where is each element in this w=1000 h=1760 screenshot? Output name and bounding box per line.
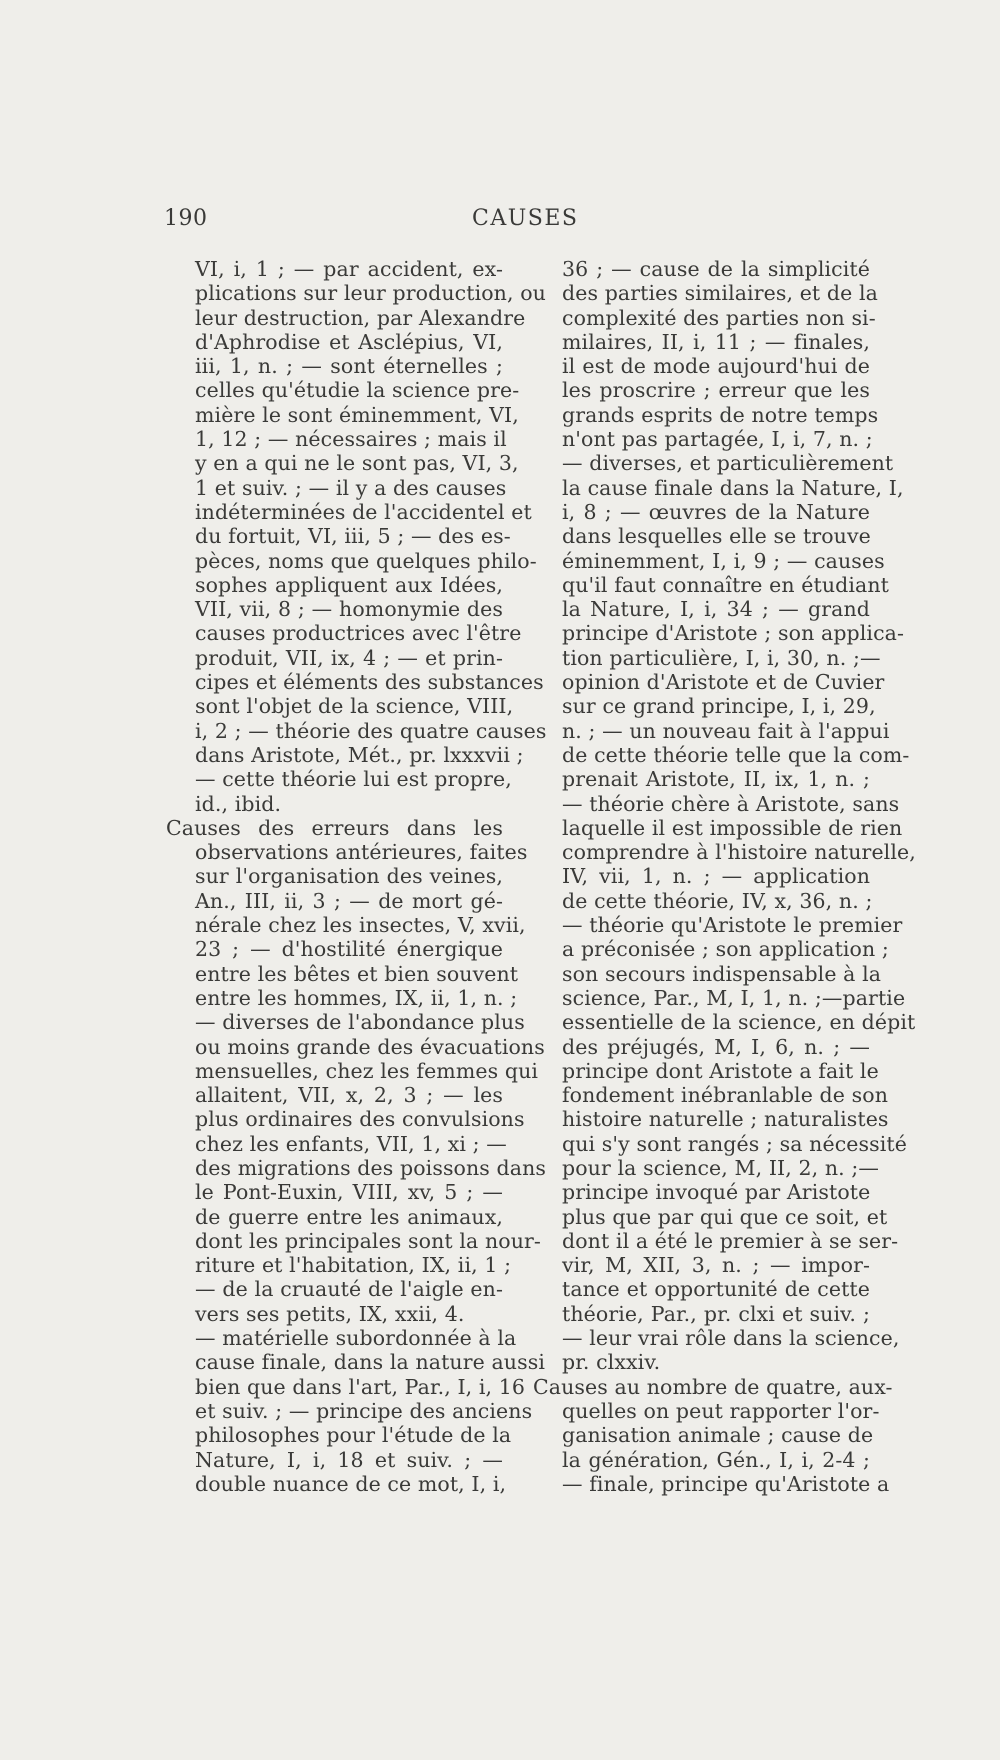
text-line: des parties similaires, et de la [562,281,878,306]
text-line: milaires, II, i, 11 ; — finales, [562,329,870,354]
text-line: causes productrices avec l'être [195,621,522,646]
text-line: n'ont pas partagée, I, i, 7, n. ; [562,427,873,452]
text-line: vers ses petits, IX, xxii, 4. [195,1301,465,1326]
right-column [533,257,916,1496]
text-line: chez les enfants, VII, 1, xi ; — [195,1131,507,1156]
text-line: mière le sont éminemment, VI, [195,402,519,427]
text-line: plus ordinaires des convulsions [195,1107,525,1132]
text-line: i, 2 ; — théorie des quatre causes [195,718,547,743]
text-line: entre les bêtes et bien souvent [195,961,519,986]
text-line: nérale chez les insectes, V, xvii, [195,913,526,938]
text-line: opinion d'Aristote et de Cuvier [562,670,885,695]
text-line: — théorie chère à Aristote, sans [562,791,900,816]
text-line: pèces, noms que quelques philo- [195,548,537,573]
text-line: il est de mode aujourd'hui de [562,354,870,379]
text-line: indéterminées de l'accidentel et [195,499,532,524]
text-line: allaitent, VII, x, 2, 3 ; — les [195,1083,503,1108]
text-line: cause finale, dans la nature aussi [195,1350,545,1375]
text-line: riture et l'habitation, IX, ii, 1 ; [195,1253,512,1278]
text-line: les proscrire ; erreur que les [562,378,870,403]
text-line: 1, 12 ; — nécessaires ; mais il [195,427,507,452]
text-line: principe d'Aristote ; son applica- [562,621,905,646]
text-line: philosophes pour l'étude de la [195,1423,512,1448]
text-line: celles qu'étudie la science pre- [195,378,520,403]
text-line: ou moins grande des évacuations [195,1034,545,1059]
text-line: Nature, I, i, 18 et suiv. ; — [195,1447,503,1472]
text-line: entre les hommes, IX, ii, 1, n. ; [195,985,518,1010]
text-line: mensuelles, chez les femmes qui [195,1058,539,1083]
text-line: y en a qui ne le sont pas, VI, 3, [195,451,519,476]
text-line: science, Par., M, I, 1, n. ;—partie [562,985,906,1010]
text-line: 1 et suiv. ; — il y a des causes [195,475,507,500]
text-line: principe invoqué par Aristote [562,1180,871,1205]
page-header [0,206,1000,240]
text-line: dont les principales sont la nour- [195,1228,541,1253]
text-line: pour la science, M, II, 2, n. ;— [562,1155,879,1180]
text-line: tion particulière, I, i, 30, n. ;— [562,645,881,670]
text-line: éminemment, I, i, 9 ; — causes [562,548,885,573]
text-line: iii, 1, n. ; — sont éternelles ; [195,354,503,379]
text-line: bien que dans l'art, Par., I, i, 16 [195,1374,526,1399]
text-line: An., III, ii, 3 ; — de mort gé- [195,888,503,913]
text-line: prenait Aristote, II, ix, 1, n. ; [562,767,870,792]
text-line: du fortuit, VI, iii, 5 ; — des es- [195,524,511,549]
text-line: 36 ; — cause de la simplicité [562,257,870,281]
text-line: quelles on peut rapporter l'or- [562,1398,880,1423]
text-line: a préconisée ; son application ; [562,937,889,962]
text-line: dans Aristote, Mét., pr. lxxxvii ; [195,742,524,767]
text-line: tance et opportunité de cette [562,1277,870,1302]
text-line: — cette théorie lui est propre, [195,767,512,792]
text-line: qui s'y sont rangés ; sa nécessité [562,1131,907,1156]
text-line: dans lesquelles elle se trouve [562,524,871,549]
text-line: — leur vrai rôle dans la science, [562,1326,900,1351]
text-line: leur destruction, par Alexandre [195,305,526,330]
text-line: et suiv. ; — principe des anciens [195,1398,533,1423]
text-line: d'Aphrodise et Asclépius, VI, [195,329,503,354]
left-column [166,257,547,1496]
text-line: qu'il faut connaître en étudiant [562,572,890,597]
text-line: — finale, principe qu'Aristote a [562,1471,890,1496]
text-line: vir, M, XII, 3, n. ; — impor- [562,1253,870,1278]
text-line: — matérielle subordonnée à la [195,1326,517,1351]
text-line: essentielle de la science, en dépit [562,1010,916,1035]
text-line: ganisation animale ; cause de [562,1423,874,1448]
text-line: complexité des parties non si- [562,305,876,330]
text-line: de cette théorie telle que la com- [562,742,910,767]
text-line: comprendre à l'histoire naturelle, [562,840,916,865]
text-line: — de la cruauté de l'aigle en- [195,1277,503,1302]
text-line: sur l'organisation des veines, [195,864,503,889]
text-line: observations antérieures, faites [195,840,528,865]
text-line: sophes appliquent aux Idées, [195,572,503,597]
text-line: VI, i, 1 ; — par accident, ex- [195,257,503,281]
text-line: n. ; — un nouveau fait à l'appui [562,718,890,743]
text-line: 23 ; — d'hostilité énergique [195,937,503,962]
text-line: dont il a été le premier à se ser- [562,1228,899,1253]
text-line: fondement inébranlable de son [562,1083,888,1108]
text-line: — théorie qu'Aristote le premier [562,913,903,938]
text-line: double nuance de ce mot, I, i, [195,1471,507,1496]
text-line: de cette théorie, IV, x, 36, n. ; [562,888,873,913]
text-line: histoire naturelle ; naturalistes [562,1107,889,1132]
text-line: Causes au nombre de quatre, aux- [533,1374,893,1399]
text-line: la Nature, I, i, 34 ; — grand [562,597,870,622]
text-line: VII, vii, 8 ; — homonymie des [195,597,503,622]
text-line: laquelle il est impossible de rien [562,815,903,840]
text-line: théorie, Par., pr. clxi et suiv. ; [562,1301,870,1326]
text-line: principe dont Aristote a fait le [562,1058,879,1083]
text-line: des migrations des poissons dans [195,1155,547,1180]
text-line: i, 8 ; — œuvres de la Nature [562,499,870,524]
text-line: la cause finale dans la Nature, I, [562,475,904,500]
text-line: Causes des erreurs dans les [166,815,503,840]
text-line: plications sur leur production, ou [195,281,546,306]
text-line: grands esprits de notre temps [562,402,879,427]
text-line: son secours indispensable à la [562,961,882,986]
text-line: plus que par qui que ce soit, et [562,1204,888,1229]
text-line: id., ibid. [195,791,282,816]
text-line: produit, VII, ix, 4 ; — et prin- [195,645,503,670]
text-line: IV, vii, 1, n. ; — application [562,864,870,889]
text-line: des préjugés, M, I, 6, n. ; — [562,1034,870,1059]
running-head: CAUSES [472,206,579,231]
text-line: la génération, Gén., I, i, 2-4 ; [562,1447,870,1472]
text-line: pr. clxxiv. [562,1350,661,1375]
page-number: 190 [164,206,208,231]
text-line: — diverses, et particulièrement [562,451,894,476]
text-line: sur ce grand principe, I, i, 29, [562,694,876,719]
text-line: — diverses de l'abondance plus [195,1010,525,1035]
text-line: cipes et éléments des substances [195,670,544,695]
text-line: le Pont-Euxin, VIII, xv, 5 ; — [195,1180,503,1205]
text-line: de guerre entre les animaux, [195,1204,503,1229]
text-line: sont l'objet de la science, VIII, [195,694,514,719]
